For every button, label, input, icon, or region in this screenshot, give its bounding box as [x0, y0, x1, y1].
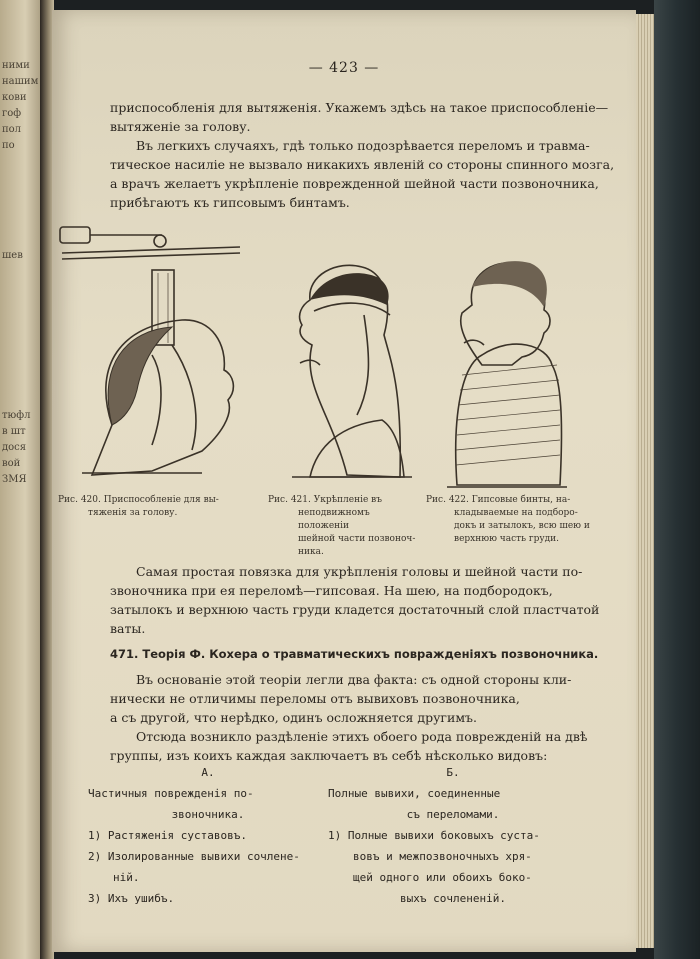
- left-page-fragment: вой: [2, 458, 21, 469]
- text-line: вытяженіе за голову.: [110, 119, 251, 134]
- column-title-line: съ переломами.: [406, 808, 500, 821]
- book-cover: [654, 0, 700, 959]
- caption-line: докъ и затылокъ, всю шею и: [454, 521, 590, 531]
- list-item-continuation: вовъ и межпозвоночныхъ хря-: [353, 850, 532, 863]
- caption-line: верхнюю часть груди.: [454, 534, 560, 544]
- left-page-fragment: шев: [2, 250, 23, 261]
- left-page-fragment: дося: [2, 442, 27, 453]
- list-item-continuation: выхъ сочлененій.: [400, 892, 506, 905]
- left-page-fragment: кови: [2, 92, 27, 103]
- figure-420-caption: [58, 494, 258, 520]
- page-edges: [636, 14, 654, 948]
- section-heading: 471. Теорія Ф. Кохера о травматическихъ повражденіяхъ позвоночника.: [110, 647, 599, 661]
- figures-illustration: [52, 215, 636, 495]
- left-page-fragment: нашим: [2, 76, 39, 87]
- figure-421-caption: [268, 494, 418, 559]
- text-line: затылокъ и верхнюю часть груди кладется достаточный слой пластчатой: [110, 602, 600, 617]
- list-item: 2) Изолированные вывихи сочлене-: [88, 850, 300, 863]
- text-line: группы, изъ коихъ каждая заключаетъ въ себѣ нѣсколько видовъ:: [110, 748, 548, 763]
- text-line: звоночника при ея переломѣ—гипсовая. На шею, на подбородокъ,: [110, 583, 553, 598]
- left-page-fragment: гоф: [2, 108, 22, 119]
- list-item: 1) Растяженія суставовъ.: [88, 829, 247, 842]
- text-line: прибѣгаютъ къ гипсовымъ бинтамъ.: [110, 195, 350, 210]
- paragraph-fracture: [110, 136, 614, 212]
- figure-422-plaster-cast: [447, 261, 567, 487]
- paragraph-plaster: [110, 562, 626, 638]
- caption-line: шейной части позвоноч-: [298, 534, 416, 544]
- list-item-continuation: ній.: [113, 871, 140, 884]
- text-line: тическое насиліе не вызвало никакихъ явленій со стороны спинного мозга,: [110, 157, 615, 172]
- caption-line: Рис. 422. Гипсовые бинты, на-: [426, 495, 571, 505]
- page-number: — 423 —: [308, 60, 380, 76]
- column-title-line: Частичныя поврежденія по-: [88, 787, 254, 800]
- text-line: ваты.: [110, 621, 146, 636]
- text-line: Самая простая повязка для укрѣпленія головы и шейной части по-: [136, 564, 583, 579]
- figure-420-traction-head: [60, 227, 240, 475]
- text-line: а врачъ желаетъ укрѣпленіе поврежденной шейной части позвоночника,: [110, 176, 599, 191]
- caption-line: ника.: [298, 547, 324, 557]
- column-a: [88, 762, 328, 909]
- caption-line: тяженія за голову.: [88, 508, 178, 518]
- intro-paragraph: [110, 98, 614, 136]
- column-b: [328, 762, 578, 909]
- text-line: Въ основаніе этой теоріи легли два факта: съ одной стороны кли-: [136, 672, 572, 687]
- text-line: нически не отличимы переломы отъ вывиховъ позвоночника,: [110, 691, 520, 706]
- column-letter: А.: [201, 766, 215, 779]
- paragraph-kocher: [110, 670, 626, 765]
- caption-line: Рис. 420. Приспособленіе для вы-: [58, 495, 219, 505]
- book-page: [52, 10, 636, 952]
- left-page-fragment: в шт: [2, 426, 26, 437]
- figure-421-head-bandage: [292, 265, 412, 477]
- list-item: 3) Ихъ ушибъ.: [88, 892, 175, 905]
- text-line: Отсюда возникло раздѣленіе этихъ обоего рода поврежденій на двѣ: [136, 729, 588, 744]
- list-item-continuation: щей одного или обоихъ боко-: [353, 871, 532, 884]
- figure-422-caption: [426, 494, 596, 546]
- text-line: Въ легкихъ случаяхъ, гдѣ только подозрѣвается переломъ и травма-: [136, 138, 590, 153]
- caption-line: Рис. 421. Укрѣпленіе въ: [268, 495, 382, 505]
- left-page-fragment: ЗМЯ: [2, 474, 27, 485]
- left-page-fragment: тюфл: [2, 410, 31, 421]
- text-line: приспособленія для вытяженія. Укажемъ здѣсь на такое приспособленіе—: [110, 100, 609, 115]
- list-item: 1) Полные вывихи боковыхъ суста-: [328, 829, 540, 842]
- caption-line: неподвижномъ положеніи: [298, 508, 370, 531]
- left-page-fragment: пол: [2, 124, 22, 135]
- caption-line: кладываемые на подборо-: [454, 508, 578, 518]
- text-line: а съ другой, что нерѣдко, одинъ осложняется другимъ.: [110, 710, 477, 725]
- column-letter: Б.: [446, 766, 460, 779]
- left-page-fragment: ними: [2, 60, 30, 71]
- left-page-fragment: по: [2, 140, 15, 151]
- column-title-line: звоночника.: [171, 808, 245, 821]
- column-title-line: Полные вывихи, соединенные: [328, 787, 501, 800]
- left-page-edge: [0, 0, 42, 959]
